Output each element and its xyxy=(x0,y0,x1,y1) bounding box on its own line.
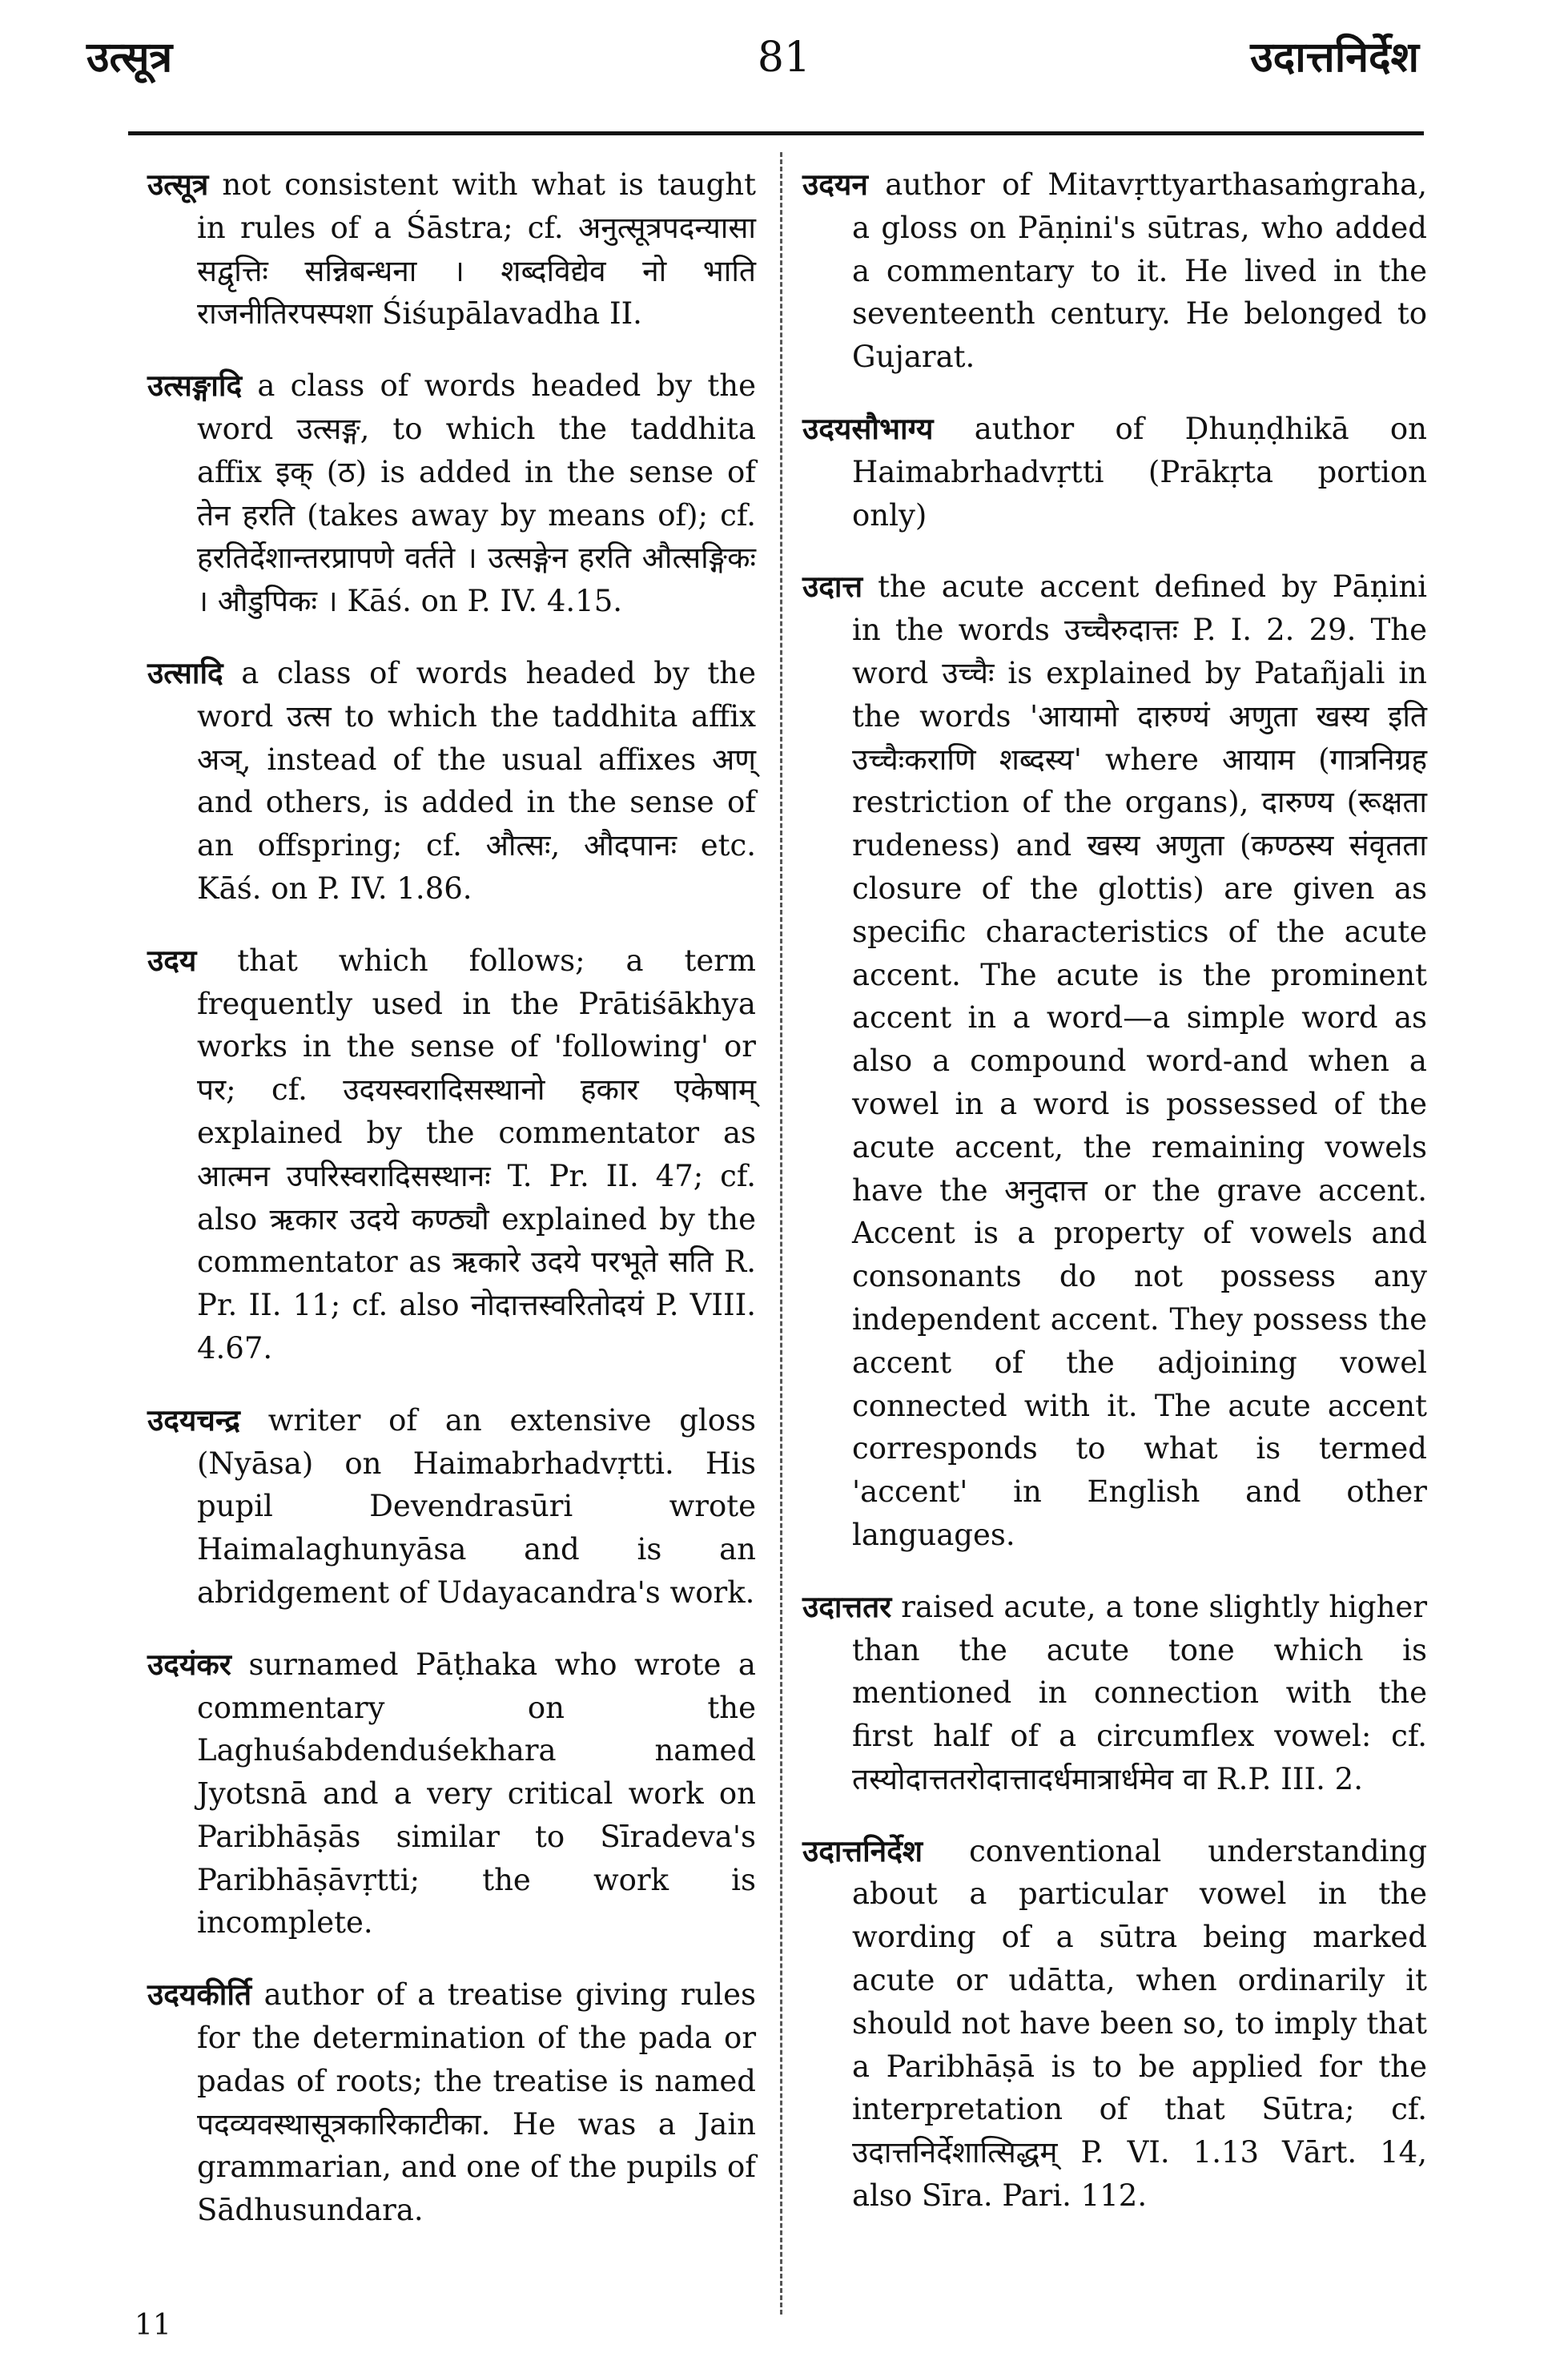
dictionary-entry xyxy=(802,565,1427,1556)
dictionary-entry xyxy=(802,1586,1427,1801)
dictionary-entry xyxy=(147,939,756,1370)
entry-text: a class of words headed by the word उत्स to which the taddhita affix अञ्, instead of the usual affixes अण् and others, is added in the sense of an offspring; cf. औत्सः, औदपानः etc. Kāś. on P. IV. 1.86. xyxy=(197,655,756,906)
entry-text: writer of an extensive gloss (Nyāsa) on Haimabrhadvṛtti. His pupil Devendrasūri wrote Haimalaghunyāsa and is an abridgement of Udayacandra's work. xyxy=(197,1402,757,1610)
entry-text: author of Ḍhuṇḍhikā on Haimabrhadvṛtti (Prākṛta portion only) xyxy=(852,411,1428,533)
entry-text: surnamed Pāṭhaka who wrote a commentary on the Laghuśabdenduśekhara named Jyotsnā and a very critical work on Paribhāṣās similar to Sīradeva's Paribhāṣāvṛtti; the work is incomplete. xyxy=(197,1647,756,1941)
dictionary-entry xyxy=(147,652,756,911)
left-column xyxy=(147,163,756,2261)
entry-text: the acute accent defined by Pāṇini in the words उच्चैरुदात्तः P. I. 2. 29. The word उच्चैः is explained by Patañjali in the words 'आयामो दारुण्यं अणुता खस्य इति उच्चैःकराणि शब्दस्य' where आयाम (गात्रनिग्रह restriction of the organs), दारुण्य (रूक्षता rudeness) and खस्य अणुता (कण्ठस्य संवृतता closure of the glottis) are given as specific characteristics of the acute accent. The acute is the prominent accent in a word—a simple word as also a compound word-and when a vowel in a word is possessed of the acute accent, the remaining vowels have the अनुदात्त or the grave accent. Accent is a property of vowels and consonants do not possess any independent accent. They possess the accent of the adjoining vowel connected with it. The acute accent corresponds to what is termed 'accent' in English and other languages. xyxy=(852,569,1428,1552)
right-column xyxy=(802,163,1427,2246)
entry-text: a class of words headed by the word उत्सङ्ग, to which the taddhita affix इक् (ठ) is added in the sense of तेन हरति (takes away by means of); cf. हरतिर्देशान्तरप्रापणे वर्तते । उत्सङ्गेन हरति औत्सङ्गिकः । औडुपिकः । Kāś. on P. IV. 4.15. xyxy=(197,368,756,619)
entry-text: not consistent with what is taught in rules of a Śāstra; cf. अनुत्सूत्रपदन्यासा सद्वृत्तिः सन्निबन्धना । शब्दविद्येव नो भाति राजनीतिरपस्पशा Śiśupālavadha II. xyxy=(197,167,756,332)
dictionary-entry xyxy=(147,364,756,623)
entry-headword: उत्सादि xyxy=(147,654,223,690)
dictionary-entry xyxy=(802,1830,1427,2218)
entry-headword: उदयसौभाग्य xyxy=(802,410,934,446)
entry-text: raised acute, a tone slightly higher than the acute tone which is mentioned in connection with the first half of a circumflex vowel: cf. तस्योदात्ततरोदात्तादर्धमात्रार्धमेव वा R.P. III. 2. xyxy=(852,1589,1428,1796)
entry-headword: उत्सङ्गादि xyxy=(147,368,243,404)
entry-headword: उदात्ततर xyxy=(802,1588,892,1624)
dictionary-entry xyxy=(147,163,756,336)
running-head-left: उत्सूत्र xyxy=(86,33,173,82)
header-rule xyxy=(128,131,1424,135)
page-number: 81 xyxy=(757,34,811,82)
entry-text: author of Mitavṛttyarthasaṁgraha, a gloss on Pāṇini's sūtras, who added a commentary to it. He lived in the seventeenth century. He belonged to Gujarat. xyxy=(852,167,1427,375)
signature-mark: 11 xyxy=(135,2309,171,2342)
entry-headword: उदयकीर्ति xyxy=(147,1977,252,2013)
dictionary-entry xyxy=(802,408,1427,537)
entry-text: conventional understanding about a particular vowel in the wording of a sūtra being marked acute or udātta, when ordinarily it should not have been so, to imply that a Paribhāṣā is to be applied for the interpretation of that Sūtra; cf. उदात्तनिर्देशात्सिद्धम् P. VI. 1.13 Vārt. 14, also Sīra. Pari. 112. xyxy=(852,1833,1428,2214)
dictionary-entry xyxy=(147,1399,756,1615)
entry-headword: उदयंकर xyxy=(147,1646,231,1682)
column-divider xyxy=(780,152,782,2315)
entry-headword: उदयन xyxy=(802,167,868,202)
dictionary-entry xyxy=(147,1973,756,2232)
entry-headword: उत्सूत्र xyxy=(147,167,209,202)
entry-headword: उदात्त xyxy=(802,569,863,605)
dictionary-entry xyxy=(147,1643,756,1945)
entry-headword: उदय xyxy=(147,942,197,978)
dictionary-entry xyxy=(802,163,1427,379)
entry-text: author of a treatise giving rules for the determination of the pada or padas of roots; the treatise is named पदव्यवस्थासूत्रकारिकाटीका. He was a Jain grammarian, and one of the pupils of Sādhusundara. xyxy=(197,1977,756,2228)
entry-text: that which follows; a term frequently used in the Prātiśākhya works in the sense of 'following' or पर; cf. उदयस्वरादिसस्थानो हकार एकेषाम् explained by the commentator as आत्मन उपरिस्वरादिसस्थानः T. Pr. II. 47; cf. also ऋकार उदये कण्ठ्यौ explained by the commentator as ऋकारे उदये परभूते सति R. Pr. II. 11; cf. also नोदात्तस्वरितोदयं P. VIII. 4.67. xyxy=(197,943,756,1365)
entry-headword: उदात्तनिर्देश xyxy=(802,1832,923,1868)
running-head-right: उदात्तनिर्देश xyxy=(1250,33,1419,82)
entry-headword: उदयचन्द्र xyxy=(147,1402,240,1438)
